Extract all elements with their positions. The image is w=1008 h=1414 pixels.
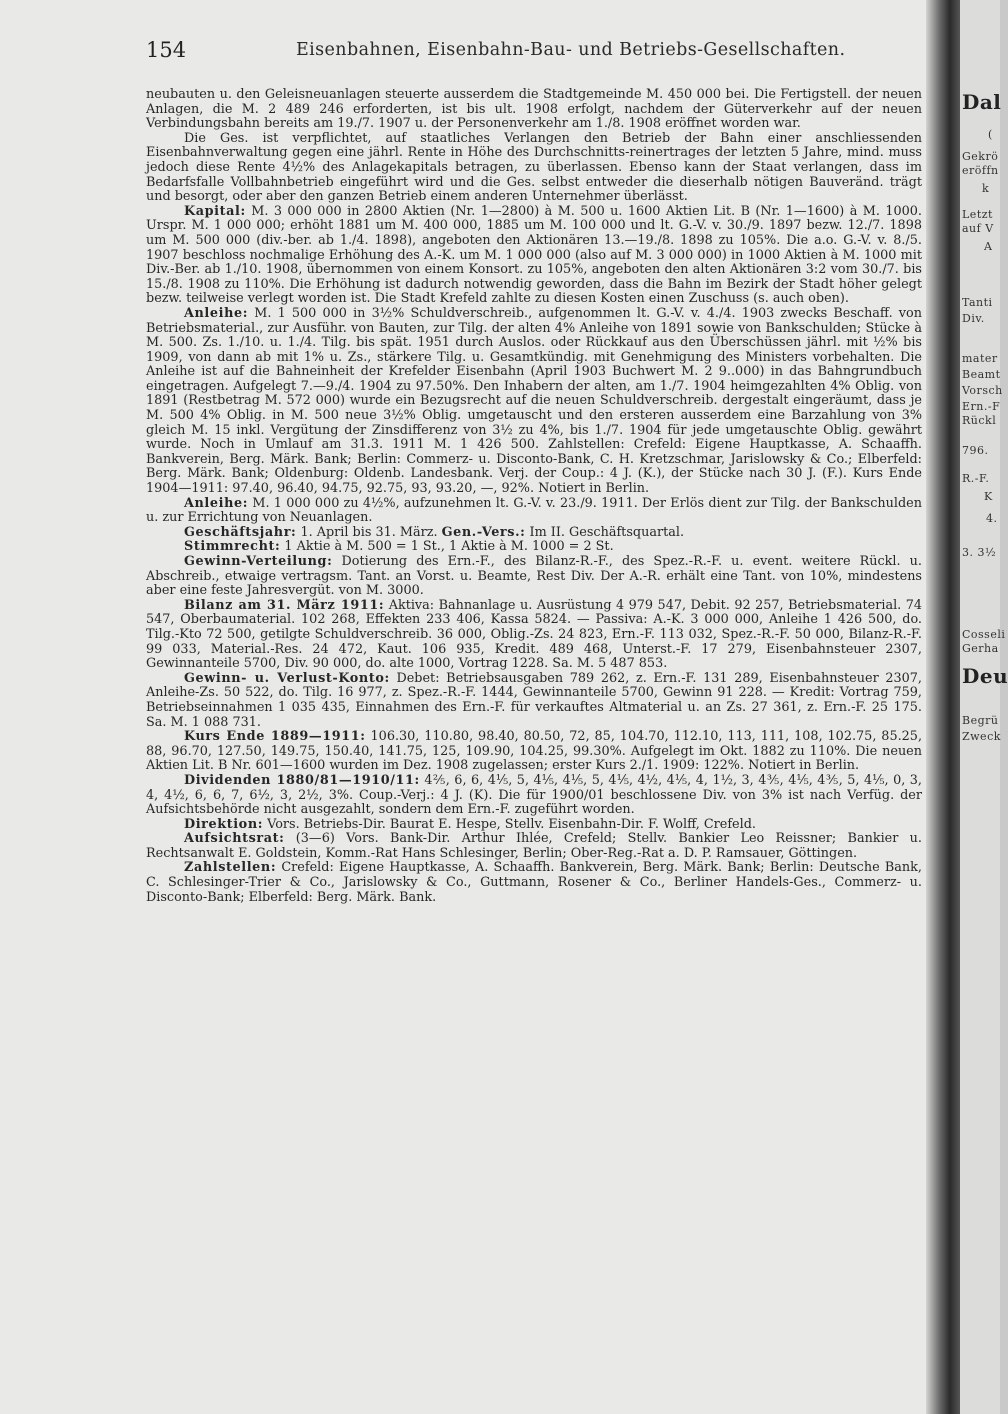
section-label: Anleihe: — [184, 495, 249, 511]
section-text: (3—6) Vors. Bank-Dir. Arthur Ihlée, Crefeld; Stellv. Bankier Leo Reissner; Bankier u. Rechtsanwalt E. Goldstein, Komm.-Rat Hans Schlesinger, Berlin; Ober-Reg.-Rat a. D. P. Ramsauer, Göttingen. — [146, 831, 922, 861]
section-text: Debet: Betriebsausgaben 789 262, z. Ern.-F. 131 289, Eisenbahnsteuer 2307, Anleihe-Zs. 50 522, do. Tilg. 16 977, z. Spez.-R.-F. 1444, Gewinnanteile 5700, Gewinn 91 228. — Kredit: Vortrag 759, Betriebseinnahmen 1 035 435, Einnahmen des Ern.-F. für verkauftes Altmaterial u. an Zs. 27 361, z. Ern.-F. 25 175. Sa. M. 1 088 731. — [146, 670, 922, 730]
next-page-fragment: Beamt — [962, 368, 1001, 381]
section-label: Zahlstellen: — [184, 860, 277, 876]
next-page-fragment: Deu — [962, 664, 1008, 688]
section-kurs — [146, 730, 922, 774]
section-direktion — [146, 818, 922, 833]
section-label: Bilanz am 31. März 1911: — [184, 597, 385, 613]
next-page-fragment: Div. — [962, 312, 985, 325]
section-geschaeftsjahr — [146, 526, 922, 541]
section-gewinn-verteilung — [146, 555, 922, 599]
next-page-fragment: A — [984, 240, 993, 253]
next-page-fragment: R.-F. — [962, 472, 990, 485]
section-label: Dividenden 1880/81—1910/11: — [184, 772, 420, 788]
page-number: 154 — [146, 38, 187, 62]
intro-paragraph: neubauten u. den Geleisneuanlagen steuerte ausserdem die Stadtgemeinde M. 450 000 bei. Die Fertigstell. der neuen Anlagen, die M. 2 489 246 erforderten, ist bis ult. 1908 erfolgt, nachdem der Güterverkehr auf der neuen Verbindungsbahn bereits am 19./7. 1907 u. der Personenverkehr am 1./8. 1908 eröffnet worden war. — [146, 87, 922, 132]
section-text: Dotierung des Ern.-F., des Bilanz-R.-F., des Spez.-R.-F. u. event. weitere Rückl. u. Abschreib., etwaige vertragsm. Tant. an Vorst. u. Beamte, Rest Div. Der A.-R. erhält eine Tant. von 10%, mindestens aber eine feste Jahresvergüt. von M. 3000. — [146, 554, 922, 599]
section-label: Geschäftsjahr: — [184, 524, 297, 540]
next-page-fragment: K — [984, 490, 993, 503]
section-text: Aktiva: Bahnanlage u. Ausrüstung 4 979 547, Debit. 92 257, Betriebsmaterial. 74 547, Oberbaumaterial. 102 268, Effekten 233 406, Kassa 5824. — Passiva: A.-K. 3 000 000, Anleihe 1 426 500, do. Tilg.-Kto 72 500, getilgte Schuldverschreib. 36 000, Oblig.-Zs. 24 823, Ern.-F. 113 032, Spez.-R.-F. 50 000, Bilanz-R.-F. 99 033, Material.-Res. 24 472, Kaut. 106 935, Kredit. 489 468, Unterst.-F. 17 279, Eisenbahnsteuer 2307, Gewinnanteile 5700, Div. 90 000, do. alte 1000, Vortrag 1228. Sa. M. 5 487 853. — [146, 597, 923, 672]
section-text: Vors. Betriebs-Dir. Baurat E. Hespe, Stellv. Eisenbahn-Dir. F. Wolff, Crefeld. — [267, 816, 756, 832]
section-label: Anleihe: — [184, 305, 249, 321]
next-page-fragment: eröffn — [962, 164, 999, 177]
next-page-fragment: Begrü — [962, 714, 999, 727]
body-text — [146, 88, 922, 905]
next-page-fragment: Zweck — [962, 730, 1001, 743]
section-stimmrecht — [146, 540, 922, 555]
section-text: Crefeld: Eigene Hauptkasse, A. Schaaffh. Bankverein, Berg. Märk. Bank; Berlin: Deutsche Bank, C. Schlesinger-Trier & Co., Jarislowsky & Co., Guttmann, Rosener & Co., Berliner Handels-Ges., Commerz- u. Disconto-Bank; Elberfeld: Berg. Märk. Bank. — [146, 860, 922, 905]
adjacent-page-edge — [960, 0, 1008, 1414]
next-page-fragment: Rückl — [962, 414, 997, 427]
page-header — [146, 38, 906, 62]
next-page-fragment: ( — [988, 128, 993, 141]
next-page-fragment: Tanti — [962, 296, 993, 309]
running-title: Eisenbahnen, Eisenbahn-Bau- und Betriebs-Gesellschaften. — [296, 40, 846, 60]
next-page-fragment: auf V — [962, 222, 994, 235]
section-aufsichtsrat — [146, 832, 922, 861]
section-text: M. 3 000 000 in 2800 Aktien (Nr. 1—2800) à M. 500 u. 1600 Aktien Lit. B (Nr. 1—1600) à M. 1000. Urspr. M. 1 000 000; erhöht 1881 um M. 400 000, 1885 um M. 100 000 und lt. G.-V. v. 30./9. 1897 bezw. 12./7. 1898 um M. 500 000 (div.-ber. ab 1./4. 1898), angeboten den Aktionären 13.—19./8. 1898 zu 105%. Die a.o. G.-V. v. 8./5. 1907 beschloss nochmalige Erhöhung des A.-K. um M. 1 000 000 (also auf M. 3 000 000) in 1000 Aktien à M. 1000 mit Div.-Ber. ab 1./10. 1908, übernommen von einem Konsort. zu 105%, angeboten den alten Aktionären 3:2 vom 30./7. bis 15./8. 1908 zu 110%. Die Erhöhung ist dadurch notwendig geworden, dass die Bahn im Bezirk der Stadt höher gelegt bezw. teilweise verlegt worden ist. Die Stadt Krefeld zahlte zu diesen Kosten einen Zuschuss (s. auch oben). — [146, 203, 922, 307]
next-page-fragment: Ern.-F — [962, 400, 1001, 413]
section-dividenden — [146, 774, 922, 818]
next-page-fragment: 796. — [962, 444, 989, 457]
next-page-fragment: k — [982, 182, 990, 195]
section-text: M. 1 500 000 in 3½% Schuldverschreib., aufgenommen lt. G.-V. v. 4./4. 1903 zwecks Beschaff. von Betriebsmaterial., zur Ausführ. von Bauten, zur Tilg. der alten 4% Anleihe von 1891 sowie von Bankschulden; Stücke à M. 500. Zs. 1./10. u. 1./4. Tilg. bis spät. 1951 durch Auslos. oder Rückkauf aus den Überschüssen jährl. mit ½% bis 1909, von dann ab mit 1% u. Zs., stärkere Tilg. u. Gesamtkündig. mit Genehmigung des Ministers vorbehalten. Die Anleihe ist auf die Bahneinheit der Krefelder Eisenbahn (April 1903 Buchwert M. 2 9..000) in das Bahngrundbuch eingetragen. Aufgelegt 7.—9./4. 1904 zu 97.50%. Den Inhabern der alten, am 1./7. 1904 heimgezahlten 4% Oblig. von 1891 (Restbetrag M. 572 000) wurde ein Bezugsrecht auf die neuen Schuldverschreib. dergestalt eingeräumt, dass je M. 500 4% Oblig. in M. 500 neue 3½% Oblig. umgetauscht und den ersteren ausserdem eine Barzahlung von 3% gleich M. 15 inkl. Vergütung der Zinsdifferenz von 3½ zu 4%, bis 1./7. 1904 für jede umgetauschte Oblig. gewährt wurde. Noch in Umlauf am 31.3. 1911 M. 1 426 500. Zahlstellen: Crefeld: Eigene Hauptkasse, A. Schaaffh. Bankverein, Berg. Märk. Bank; Berlin: Commerz- u. Disconto-Bank, C. H. Kretzschmar, Jarislowsky & Co.; Elberfeld: Berg. Märk. Bank; Oldenburg: Oldenb. Landesbank. Verj. der Coup.: 4 J. (K.), der Stücke nach 30 J. (F.). Kurs Ende 1904—1911: 97.40, 96.40, 94.75, 92.75, 93, 93.20, —, 92%. Notiert in Berlin. — [146, 305, 922, 497]
section-text: 106.30, 110.80, 98.40, 80.50, 72, 85, 104.70, 112.10, 113, 111, 108, 102.75, 85.25, 88, 96.70, 127.50, 149.75, 150.40, 141.75, 125, 109.90, 104.25, 99.30%. Aufgelegt im Okt. 1882 zu 110%. Die neuen Aktien Lit. B Nr. 601—1600 wurden im Dez. 1908 zugelassen; erster Kurs 2./1. 1909: 122%. Notiert in Berlin. — [146, 729, 923, 774]
section-label: Direktion: — [184, 816, 264, 832]
next-page-fragment: Letzt — [962, 208, 993, 221]
next-page-fragment: 4. — [986, 512, 998, 525]
section-anleihe-1 — [146, 307, 922, 497]
section-label: Aufsichtsrat: — [184, 831, 285, 847]
section-text: 1. April bis 31. März. — [300, 524, 438, 540]
next-page-fragment: mater — [962, 352, 998, 365]
section-label-gen-vers: Gen.-Vers.: — [441, 524, 526, 540]
next-page-fragment: Gerha — [962, 642, 999, 655]
section-kapital — [146, 205, 922, 307]
section-text-gen-vers: Im II. Geschäftsquartal. — [529, 524, 685, 540]
next-page-fragment: 3. 3½ — [962, 546, 997, 559]
next-page-fragment: Vorsch — [962, 384, 1003, 397]
section-label: Gewinn- u. Verlust-Konto: — [184, 670, 390, 686]
book-gutter — [926, 0, 960, 1414]
section-label: Stimmrecht: — [184, 539, 281, 555]
section-gewinn-verlust — [146, 672, 922, 730]
section-label: Kapital: — [184, 203, 246, 219]
section-label: Gewinn-Verteilung: — [184, 554, 333, 569]
section-text: M. 1 000 000 zu 4½%, aufzunehmen lt. G.-V. v. 23./9. 1911. Der Erlös dient zur Tilg. der Bankschulden u. zur Errichtung von Neuanlagen. — [146, 495, 922, 526]
obligation-paragraph: Die Ges. ist verpflichtet, auf staatliches Verlangen den Betrieb der Bahn einer anschliessenden Eisenbahnverwaltung gegen eine jährl. Rente in Höhe des Durchschnitts-reinertrages der letzten 5 Jahre, mind. muss jedoch diese Rente 4½% des Anlagekapitals betragen, zu überlassen. Ebenso kann der Staat verlangen, dass im Bedarfsfalle Vollbahnbetrieb eingeführt wird und die Ges. selbst entweder die dieserhalb nötigen Bauveränd. trägt und besorgt, oder aber den ganzen Betrieb einem anderen Unternehmer überlässt. — [146, 130, 922, 205]
section-zahlstellen — [146, 861, 922, 905]
section-text: 1 Aktie à M. 500 = 1 St., 1 Aktie à M. 1000 = 2 St. — [284, 539, 614, 555]
next-page-fragment: Cosseli — [962, 628, 1006, 641]
section-bilanz — [146, 599, 922, 672]
section-label: Kurs Ende 1889—1911: — [184, 729, 366, 745]
next-page-fragment: Gekrö — [962, 150, 999, 163]
section-text: 4⅖, 6, 6, 4⅕, 5, 4⅕, 4⅕, 5, 4⅕, 4½, 4⅕, 4, 1½, 3, 4⅗, 4⅕, 4⅗, 5, 4⅕, 0, 3, 4, 4½, 6, 6, 7, 6½, 3, 2½, 3%. Coup.-Verj.: 4 J. (K). Die für 1900/01 beschlossene Div. von 3% ist nach Verfüg. der Aufsichtsbehörde nicht ausgezahlt, sondern dem Ern.-F. zugeführt worden. — [146, 772, 922, 818]
next-page-fragment: Dal — [962, 90, 1002, 114]
section-anleihe-2 — [146, 497, 922, 526]
